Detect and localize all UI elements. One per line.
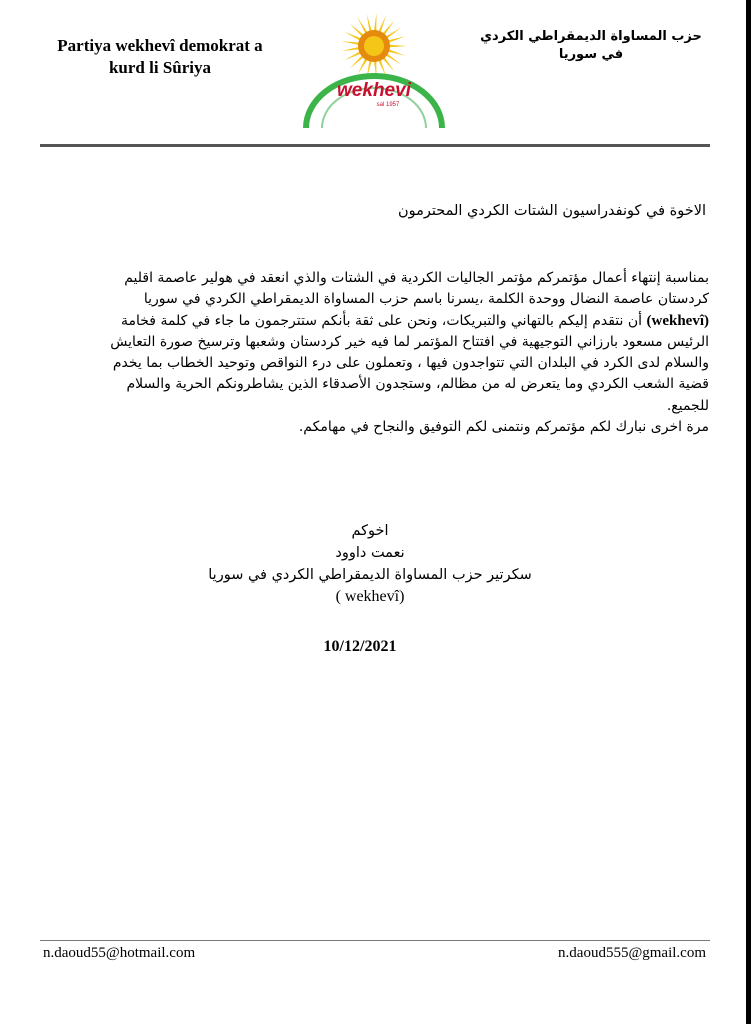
signature-block (170, 520, 570, 608)
logo-tagline: sal 1957 (376, 102, 400, 108)
email-gmail[interactable]: n.daoud555@gmail.com (558, 945, 706, 961)
party-logo (300, 8, 448, 136)
sun-ray (341, 41, 359, 45)
email-hotmail[interactable]: n.daoud55@hotmail.com (43, 945, 196, 961)
footer-divider (40, 940, 710, 941)
salutation: الاخوة في كونفدراسيون الشتات الكردي المحترمون (397, 203, 706, 219)
body-line: للجميع. (666, 397, 709, 414)
sun-ray (344, 32, 361, 41)
letter-date: 10/12/2021 (323, 638, 397, 655)
body-line (59, 311, 709, 332)
party-name-kurdish (40, 35, 280, 79)
party-name-kurdish-line-2: kurd li Sûriya (108, 58, 212, 77)
sun-ray (378, 15, 386, 32)
signature-greeting: اخوكم (351, 523, 389, 539)
body-line: بمناسبة إنتهاء أعمال مؤتمركم مؤتمر الجاليات الكردية في الشتات والذي انعقد في هولير عاصمة اقليم (124, 270, 709, 286)
party-name-arabic-line-1: حزب المساواة الديمقراطي الكردي (480, 29, 702, 44)
sun-ray (341, 47, 359, 51)
body-line: والسلام لدى الكرد في البلدان التي تتواجدون فيها ، وتعملون على درء النواقص وتوحيد الخطاب بما يخدم (112, 355, 709, 372)
party-name-kurdish-line-1: Partiya wekhevî demokrat a (57, 36, 263, 55)
party-name-arabic-line-2: في سوريا (558, 47, 624, 62)
sun-ray (389, 45, 407, 47)
body-line-text: أن نتقدم إليكم بالتهاني والتبريكات، ونحن على ثقة بأنكم ستترجمون ما جاء في كلمة فخامة (121, 312, 643, 329)
header-divider (40, 144, 710, 147)
body-line: كردستان عاصمة النضال ووحدة الكلمة ،يسرنا باسم حزب المساواة الديمقراطي الكردي في سوريا (143, 291, 709, 308)
body-line: قضية الشعب الكردي وما يتعرض له من مظالم، وستجدون الأصدقاء الذين يشاطرونكم الحرية والسلام (126, 376, 709, 393)
sun-ray (374, 13, 377, 31)
party-name-arabic (476, 28, 706, 64)
sun-ray (388, 36, 406, 42)
sun-icon (341, 13, 407, 79)
sun-ray (367, 14, 372, 32)
sun-ray (388, 49, 406, 55)
signatory-name: نعمت داوود (335, 545, 405, 561)
closing-line: مرة اخرى نبارك لكم مؤتمركم ونتمنى لكم التوفيق والنجاح في مهامكم. (298, 419, 709, 436)
signatory-party: ( wekhevî) (335, 588, 405, 605)
sun-ray (344, 51, 361, 60)
signatory-title: سكرتير حزب المساواة الديمقراطي الكردي في سوريا (208, 567, 532, 583)
letter-body (59, 268, 709, 438)
body-line: الرئيس مسعود بارزاني التوجيهية في افتتاح المؤتمر لما فيه خير كردستان وشعبها وترسيخ صورة التعايش (110, 333, 709, 350)
logo-wordmark: wekhevi (337, 80, 411, 101)
party-short-name: (wekhevî) (646, 312, 709, 329)
